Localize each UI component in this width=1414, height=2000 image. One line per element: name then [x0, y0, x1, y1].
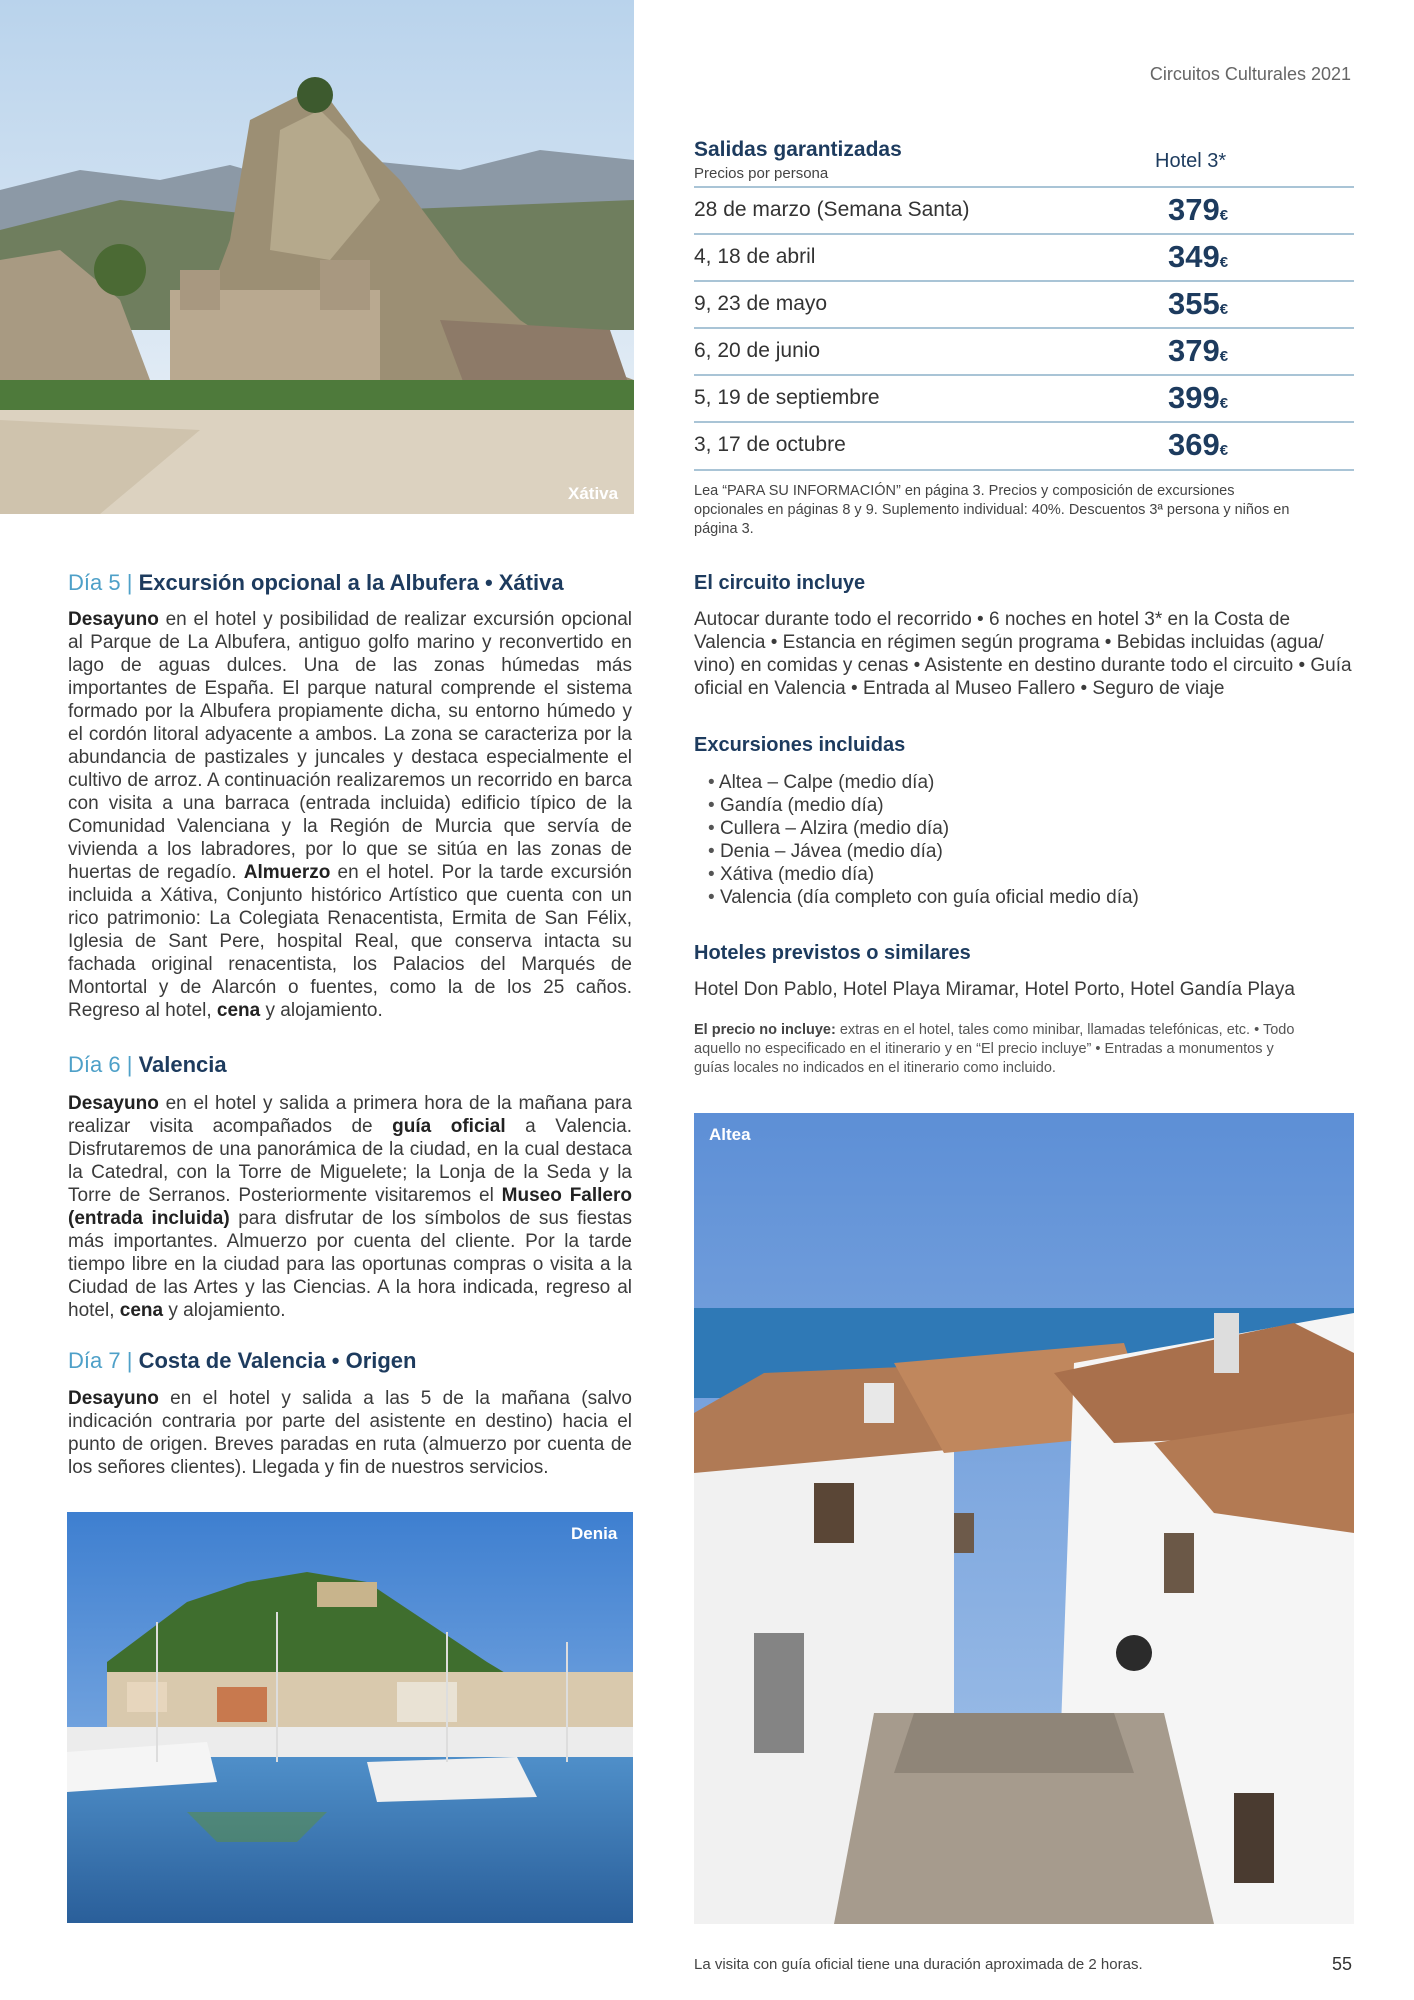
day6-text: Desayuno en el hotel y salida a primera hora de la mañana para realizar visita acompañados de guía oficial a Valencia. Disfrutaremos de una panorámica de la ciudad, en la cual destaca la Catedral, con la Torre de Miguelete; la Lonja de la Seda y la Torre de Serranos. Posteriormente visitaremos el Museo Fallero (entrada incluida) para disfrutar de los símbolos de sus fiestas más importantes. Almuerzo por cuenta del cliente. Por la tarde tiempo libre en la ciudad para las oportunas compras o visita a la Ciudad de las Artes y las Ciencias. A la hora indicada, regreso al hotel, cena y alojamiento. [68, 1093, 633, 1321]
price-date: 6, 20 de junio [694, 339, 821, 362]
price-value: 369€ [1168, 427, 1229, 462]
not-included-label: El precio no incluye: [694, 1022, 836, 1038]
list-item: • Gandía (medio día) [708, 794, 1139, 817]
excursions-title: Excursiones incluidas [694, 734, 906, 756]
hotels-title: Hoteles previstos o similares [694, 942, 971, 964]
list-item: • Altea – Calpe (medio día) [708, 771, 1139, 794]
prices-title: Salidas garantizadas [694, 138, 902, 161]
list-item: • Denia – Jávea (medio día) [708, 840, 1139, 863]
price-date: 3, 17 de octubre [694, 433, 846, 456]
page-number: 55 [1331, 1954, 1352, 1974]
photo-caption-altea: Altea [709, 1125, 751, 1144]
price-date: 9, 23 de mayo [694, 292, 828, 315]
price-date: 28 de marzo (Semana Santa) [694, 198, 970, 221]
day5-text: Desayuno en el hotel y posibilidad de realizar excursión opcional al Parque de La Albufera, antiguo golfo marino y reconvertido en lago de aguas dulces. Una de las zonas húmedas más importantes de España. El parque natural comprende el sistema formado por la Albufera propiamente dicha, su entorno húmedo y el cordón litoral adyacente a ambos. La zona se caracteriza por la abundancia de pastizales y juncales y destaca especialmente el cultivo de arroz. A continuación realizaremos un recorrido en barca con visita a una barraca (entrada incluida) edificio típico de la Comunidad Valenciana y la Región de Murcia que servía de vivienda a los labradores, por lo que se sitúa en las zonas de huertas de regadío. Almuerzo en el hotel. Por la tarde excursión incluida a Xátiva, Conjunto histórico Artístico que cuenta con un rico patrimonio: La Colegiata Renacentista, Ermita de San Félix, Iglesia de Sant Pere, hospital Real, que conserva intacta su fachada original renacentista, los Palacios del Marqués de Montortal y de Alarcón o fuentes, como la de los 25 caños. Regreso al hotel, cena y alojamiento. [68, 609, 632, 1021]
prices-note: Lea “PARA SU INFORMACIÓN” en página 3. Precios y composición de excursiones opcionales en páginas 8 y 9. Suplemento individual: 40%. Descuentos 3ª persona y niños en página 3. [694, 483, 1290, 537]
not-included-note: El precio no incluye: extras en el hotel, tales como minibar, llamadas telefónicas, etc. • Todo aquello no especificado en el itinerario y en “El precio incluye” • Entradas a monumentos y guías locales no indicados en el itinerario como incluido. [694, 1022, 1295, 1076]
price-value: 355€ [1168, 286, 1229, 321]
excursions-list [708, 771, 1139, 909]
prices-hotel-column: Hotel 3* [1155, 150, 1227, 172]
price-date: 5, 19 de septiembre [694, 386, 880, 409]
day6-heading: Día 6 | Valencia [68, 1052, 227, 1077]
page-header-title: Circuitos Culturales 2021 [1149, 64, 1351, 84]
price-value: 349€ [1168, 239, 1229, 274]
photo-denia [67, 1512, 633, 1923]
photo-caption-denia: Denia [571, 1524, 618, 1543]
photo-xativa [0, 0, 634, 514]
list-item: • Valencia (día completo con guía oficial medio día) [708, 886, 1139, 909]
photo-caption-xativa: Xátiva [568, 484, 619, 503]
list-item: • Xátiva (medio día) [708, 863, 1139, 886]
price-row [694, 374, 1354, 422]
day7-text: Desayuno en el hotel y salida a las 5 de la mañana (salvo indicación contraria por parte del asistente en destino) hacia el punto de origen. Breves paradas en ruta (almuerzo por cuenta de los señores clientes). Llegada y fin de nuestros servicios. [68, 1388, 632, 1478]
price-value: 399€ [1168, 380, 1229, 415]
photo-altea [694, 1113, 1354, 1924]
price-row [694, 421, 1354, 471]
price-row [694, 186, 1354, 234]
hotels-text: Hotel Don Pablo, Hotel Playa Miramar, Hotel Porto, Hotel Gandía Playa [694, 979, 1295, 1000]
prices-subtitle: Precios por persona [694, 165, 829, 182]
price-row [694, 280, 1354, 328]
footer-note: La visita con guía oficial tiene una duración aproximada de 2 horas. [694, 1956, 1143, 1973]
day7-heading: Día 7 | Costa de Valencia • Origen [68, 1348, 417, 1373]
price-date: 4, 18 de abril [694, 245, 816, 268]
list-item: • Cullera – Alzira (medio día) [708, 817, 1139, 840]
price-value: 379€ [1168, 333, 1229, 368]
includes-text: Autocar durante todo el recorrido • 6 noches en hotel 3* en la Costa de Valencia • Estancia en régimen según programa • Bebidas incluidas (agua/ vino) en comidas y cenas • Asistente en destino durante todo el circuito • Guía oficial en Valencia • Entrada al Museo Fallero • Seguro de viaje [694, 609, 1352, 699]
day5-heading: Día 5 | Excursión opcional a la Albufera • Xátiva [68, 570, 564, 595]
price-value: 379€ [1168, 192, 1229, 227]
includes-title: El circuito incluye [694, 572, 866, 594]
price-row [694, 233, 1354, 281]
price-row [694, 327, 1354, 375]
